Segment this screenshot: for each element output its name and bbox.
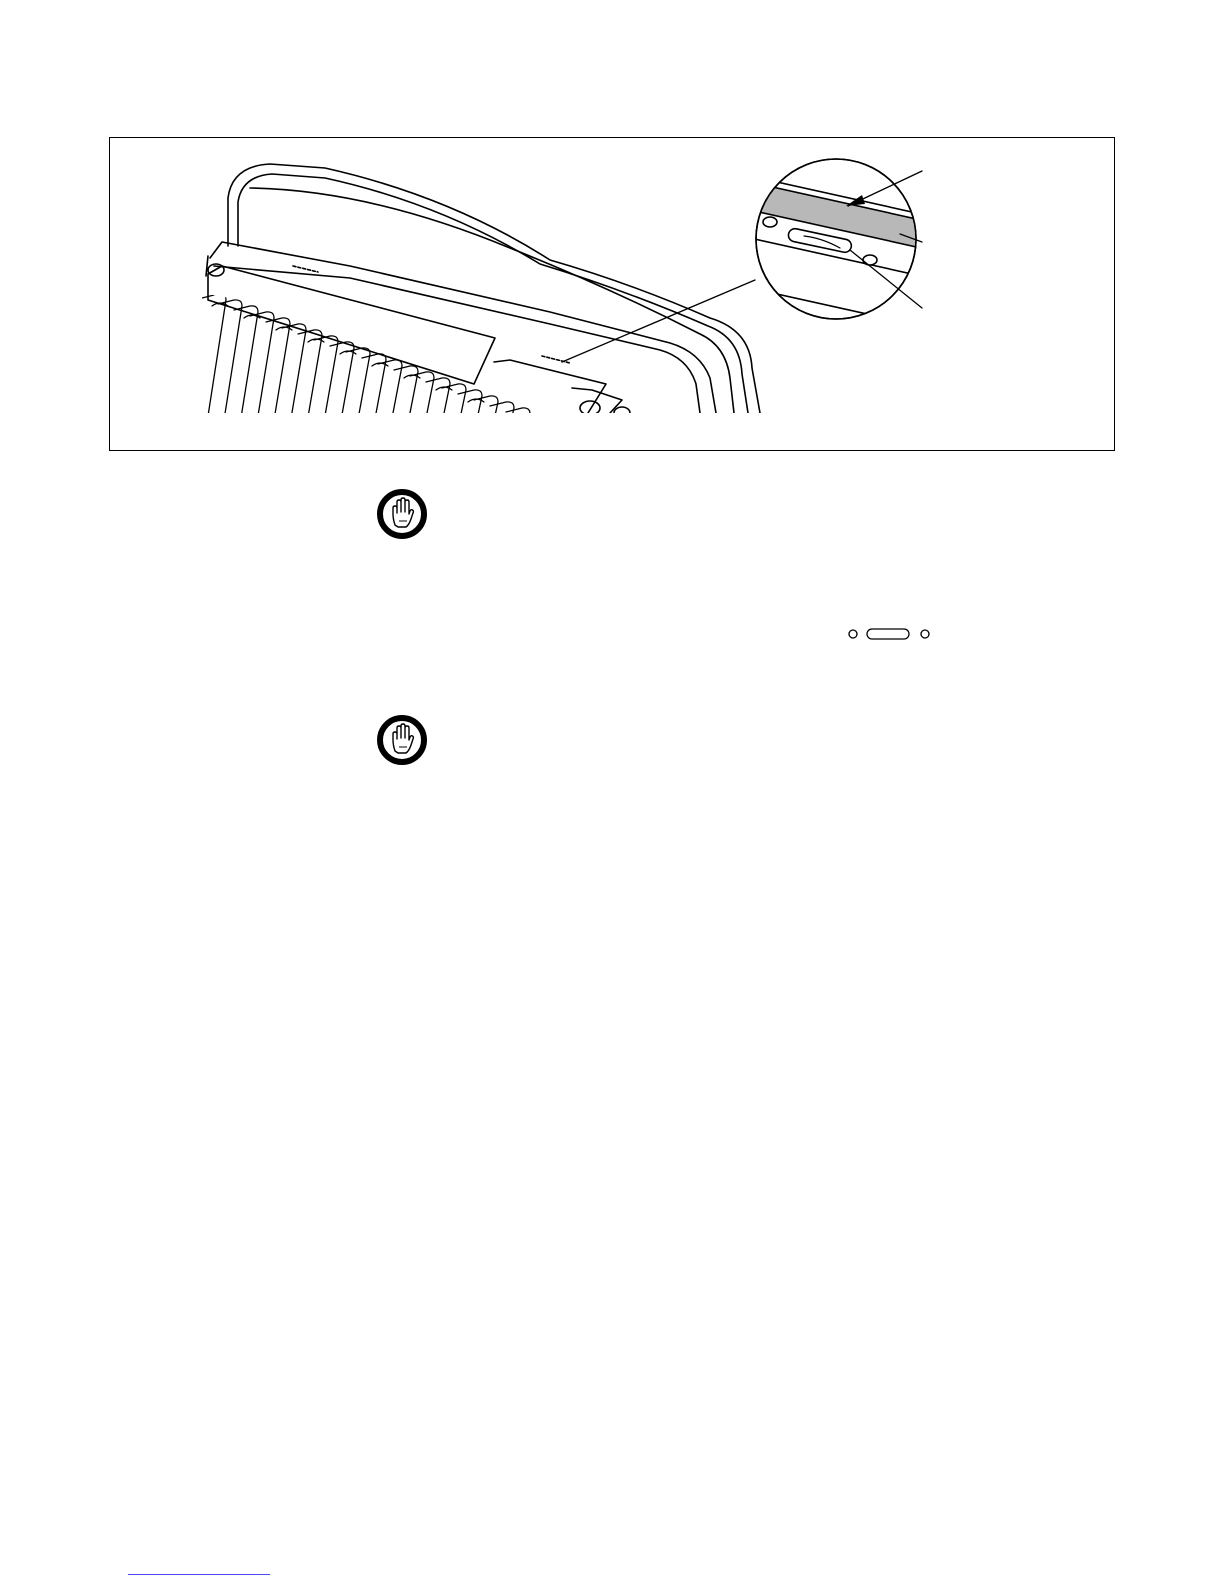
slot-with-holes-icon xyxy=(848,627,934,646)
device-illustration xyxy=(110,138,1116,452)
caution-hand-icon xyxy=(376,714,428,766)
figure-frame xyxy=(109,137,1115,451)
caution-hand-icon xyxy=(376,488,428,540)
footer-rule xyxy=(128,1574,270,1575)
